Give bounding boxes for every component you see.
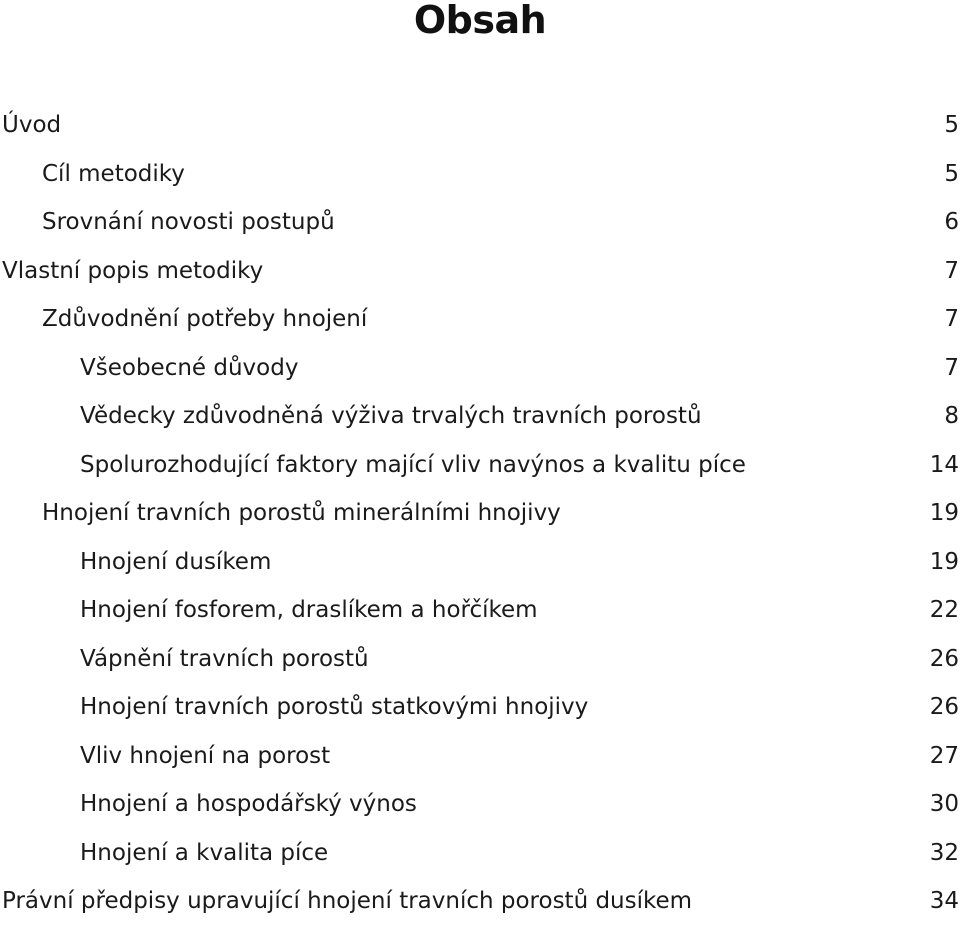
toc-entry-title: Zdůvodnění potřeby hnojení bbox=[42, 306, 368, 333]
toc-entry[interactable] bbox=[0, 683, 960, 732]
toc-entry[interactable] bbox=[0, 780, 960, 829]
toc-entry-title: Právní předpisy upravující hnojení travních porostů dusíkem bbox=[2, 888, 693, 915]
toc-entry[interactable] bbox=[0, 441, 960, 490]
toc-entry-title: Srovnání novosti postupů bbox=[42, 209, 335, 236]
toc-entry-page: 7 bbox=[944, 257, 959, 284]
table-of-contents bbox=[0, 101, 960, 926]
toc-entry-page: 34 bbox=[929, 888, 959, 915]
toc-entry-page: 26 bbox=[929, 694, 959, 721]
toc-entry-title: Hnojení travních porostů minerálními hnojivy bbox=[42, 500, 561, 527]
toc-entry[interactable] bbox=[0, 586, 960, 635]
toc-entry-title: Hnojení a kvalita píce bbox=[80, 839, 329, 866]
toc-entry[interactable] bbox=[0, 198, 960, 247]
toc-entry[interactable] bbox=[0, 295, 960, 344]
toc-entry-page: 27 bbox=[929, 742, 959, 769]
toc-entry-page: 7 bbox=[944, 306, 959, 333]
toc-entry-page: 5 bbox=[944, 112, 959, 139]
toc-entry-page: 22 bbox=[929, 597, 959, 624]
toc-entry[interactable] bbox=[0, 101, 960, 150]
toc-entry-title: Spolurozhodující faktory mající vliv navýnos a kvalitu píce bbox=[80, 451, 746, 478]
toc-entry-page: 32 bbox=[929, 839, 959, 866]
toc-entry[interactable] bbox=[0, 247, 960, 296]
toc-entry[interactable] bbox=[0, 489, 960, 538]
toc-entry-title: Hnojení fosforem, draslíkem a hořčíkem bbox=[80, 597, 538, 624]
toc-entry[interactable] bbox=[0, 150, 960, 199]
toc-entry-title: Cíl metodiky bbox=[42, 160, 185, 187]
toc-entry-page: 8 bbox=[944, 403, 959, 430]
toc-entry-page: 19 bbox=[929, 548, 959, 575]
toc-entry[interactable] bbox=[0, 732, 960, 781]
toc-entry-page: 7 bbox=[944, 354, 959, 381]
toc-entry-page: 5 bbox=[944, 160, 959, 187]
toc-entry-title: Vápnění travních porostů bbox=[80, 645, 369, 672]
toc-entry-title: Úvod bbox=[2, 112, 62, 139]
toc-entry[interactable] bbox=[0, 635, 960, 684]
toc-entry-title: Všeobecné důvody bbox=[80, 354, 299, 381]
toc-entry-page: 26 bbox=[929, 645, 959, 672]
toc-entry-title: Hnojení a hospodářský výnos bbox=[80, 791, 417, 818]
toc-entry-title: Vlastní popis metodiky bbox=[2, 257, 264, 284]
toc-entry-page: 19 bbox=[929, 500, 959, 527]
toc-entry[interactable] bbox=[0, 538, 960, 587]
toc-entry-title: Hnojení travních porostů statkovými hnojivy bbox=[80, 694, 589, 721]
toc-entry[interactable] bbox=[0, 392, 960, 441]
toc-entry[interactable] bbox=[0, 829, 960, 878]
page-title: Obsah bbox=[413, 0, 547, 42]
toc-entry-title: Vliv hnojení na porost bbox=[80, 742, 331, 769]
toc-entry-title: Vědecky zdůvodněná výživa trvalých travních porostů bbox=[80, 403, 702, 430]
toc-entry-page: 14 bbox=[929, 451, 959, 478]
toc-entry[interactable] bbox=[0, 344, 960, 393]
toc-entry-title: Hnojení dusíkem bbox=[80, 548, 272, 575]
toc-entry-page: 30 bbox=[929, 791, 959, 818]
toc-entry[interactable] bbox=[0, 877, 960, 926]
toc-entry-page: 6 bbox=[944, 209, 959, 236]
